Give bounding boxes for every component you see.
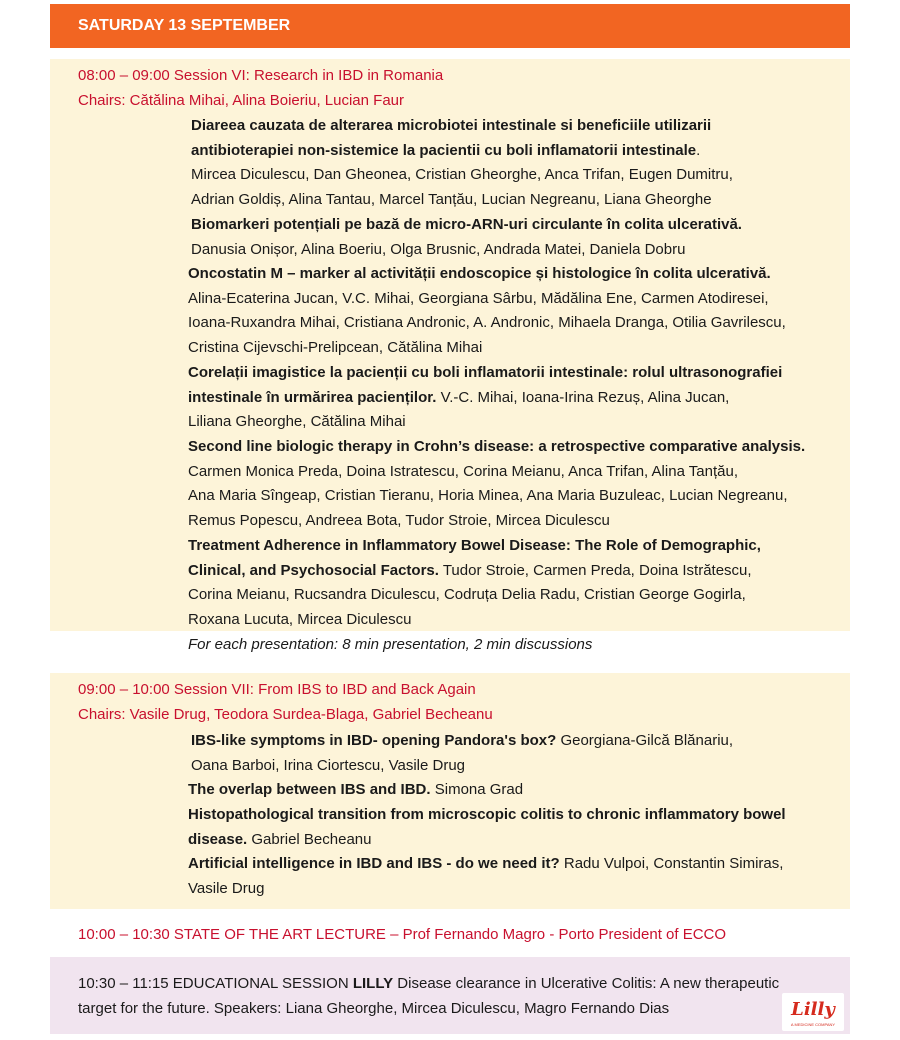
presentation-timing-note: For each presentation: 8 min presentation, 2 min discussions (188, 636, 593, 653)
presentation-authors: Oana Barboi, Irina Ciortescu, Vasile Drug (191, 756, 466, 774)
presentation-authors: Radu Vulpoi, Constantin Simiras, (559, 855, 784, 872)
presentation-title: Oncostatin M – marker al activității endoscopice și histologice în colita ulcerativă. (188, 265, 771, 282)
presentation-authors: Georgiana-Gilcă Blănariu, (556, 732, 734, 749)
lilly-logo (782, 993, 844, 1031)
session-6-title: 08:00 – 09:00 Session VI: Research in IBD in Romania (78, 67, 444, 84)
presentation-title: Treatment Adherence in Inflammatory Bowel Disease: The Role of Demographic, (188, 537, 761, 554)
educational-session-time: 10:30 – 11:15 EDUCATIONAL SESSION (78, 975, 353, 992)
sponsor-name: LILLY (352, 975, 394, 992)
presentation-title: Biomarkeri potențiali pe bază de micro-ARN-uri circulante în colita ulcerativă. (191, 216, 742, 233)
presentation-6-6 (188, 534, 761, 633)
presentation-title: Clinical, and Psychosocial Factors. (188, 561, 439, 579)
presentation-authors: Corina Meianu, Rucsandra Diculescu, Codruța Delia Radu, Cristian George Gogirla, (188, 586, 746, 604)
presentation-authors: Carmen Monica Preda, Doina Istratescu, Corina Meianu, Anca Trifan, Alina Tanțău, (188, 462, 739, 480)
presentation-title: Second line biologic therapy in Crohn’s disease: a retrospective comparative analysis. (188, 438, 806, 455)
session-7-chairs: Chairs: Vasile Drug, Teodora Surdea-Blaga, Gabriel Becheanu (78, 706, 493, 723)
lilly-logo-word: Lilly (791, 999, 835, 1020)
presentation-6-1 (191, 114, 733, 213)
educational-session-block (50, 957, 850, 1034)
presentation-6-4 (188, 361, 782, 435)
presentation-authors: Alina-Ecaterina Jucan, V.C. Mihai, Georgiana Sârbu, Mădălina Ene, Carmen Atodiresei, (188, 289, 769, 307)
presentation-authors: Mircea Diculescu, Dan Gheonea, Cristian Gheorghe, Anca Trifan, Eugen Dumitru, (191, 166, 733, 184)
presentation-authors: Ioana-Ruxandra Mihai, Cristiana Andronic, A. Andronic, Mihaela Dranga, Otilia Gavrilescu, (188, 314, 786, 332)
day-header: SATURDAY 13 SEPTEMBER (50, 4, 850, 48)
presentation-7-3 (188, 803, 786, 852)
presentation-7-2 (188, 778, 523, 803)
presentation-title: intestinale în urmărirea pacienților. (188, 388, 437, 406)
presentation-title: Diareea cauzata de alterarea microbiotei intestinale si beneficiile utilizarii (191, 117, 712, 134)
punctuation: . (696, 141, 701, 159)
presentation-authors: Danusia Onișor, Alina Boeriu, Olga Brusnic, Andrada Matei, Daniela Dobru (191, 240, 686, 258)
presentation-authors: V.-C. Mihai, Ioana-Irina Rezuș, Alina Jucan, (436, 388, 730, 406)
educational-session-text (78, 971, 779, 1021)
presentation-title: Histopathological transition from microscopic colitis to chronic inflammatory bowel (188, 806, 786, 823)
presentation-title: Corelații imagistice la pacienții cu boli inflamatorii intestinale: rolul ultrasonografiei (188, 364, 783, 381)
presentation-authors: Adrian Goldiș, Alina Tantau, Marcel Tanțău, Lucian Negreanu, Liana Gheorghe (191, 191, 712, 209)
presentation-authors: Vasile Drug (188, 879, 265, 897)
presentation-authors: Ana Maria Sîngeap, Cristian Tieranu, Horia Minea, Ana Maria Buzuleac, Lucian Negreanu, (188, 487, 788, 505)
presentation-title: antibioterapiei non-sistemice la pacientii cu boli inflamatorii intestinale (191, 141, 697, 159)
presentation-7-4 (188, 852, 783, 901)
presentation-authors: Cristina Cijevschi-Prelipcean, Cătălina Mihai (188, 339, 483, 357)
educational-session-topic: Disease clearance in Ulcerative Colitis: A new therapeutic (393, 975, 780, 992)
presentation-7-1 (191, 729, 733, 778)
presentation-title: disease. (188, 830, 248, 848)
presentation-authors: Simona Grad (430, 781, 524, 798)
session-7-title: 09:00 – 10:00 Session VII: From IBS to IBD and Back Again (78, 681, 476, 698)
presentation-title: Artificial intelligence in IBD and IBS - do we need it? (188, 855, 560, 872)
presentation-authors: Tudor Stroie, Carmen Preda, Doina Istrătescu, (438, 561, 752, 579)
lilly-logo-graphic (782, 993, 844, 1031)
presentation-title: IBS-like symptoms in IBD- opening Pandora's box? (191, 732, 557, 749)
presentation-6-3 (188, 262, 786, 361)
presentation-6-2 (191, 213, 742, 262)
presentation-title: The overlap between IBS and IBD. (188, 781, 431, 798)
presentation-authors: Gabriel Becheanu (247, 830, 372, 848)
state-of-the-art-lecture: 10:00 – 10:30 STATE OF THE ART LECTURE – Prof Fernando Magro - Porto President of ECCO (78, 926, 727, 943)
lilly-logo-tagline: A MEDICINE COMPANY (790, 1022, 836, 1027)
presentation-authors: Remus Popescu, Andreea Bota, Tudor Stroie, Mircea Diculescu (188, 512, 610, 530)
session-6-chairs: Chairs: Cătălina Mihai, Alina Boieriu, Lucian Faur (78, 92, 404, 109)
educational-session-speakers: target for the future. Speakers: Liana Gheorghe, Mircea Diculescu, Magro Fernando Dias (78, 1000, 670, 1017)
presentation-6-5 (188, 435, 805, 534)
presentation-authors: Liliana Gheorghe, Cătălina Mihai (188, 413, 406, 431)
presentation-authors: Roxana Lucuta, Mircea Diculescu (188, 611, 412, 629)
